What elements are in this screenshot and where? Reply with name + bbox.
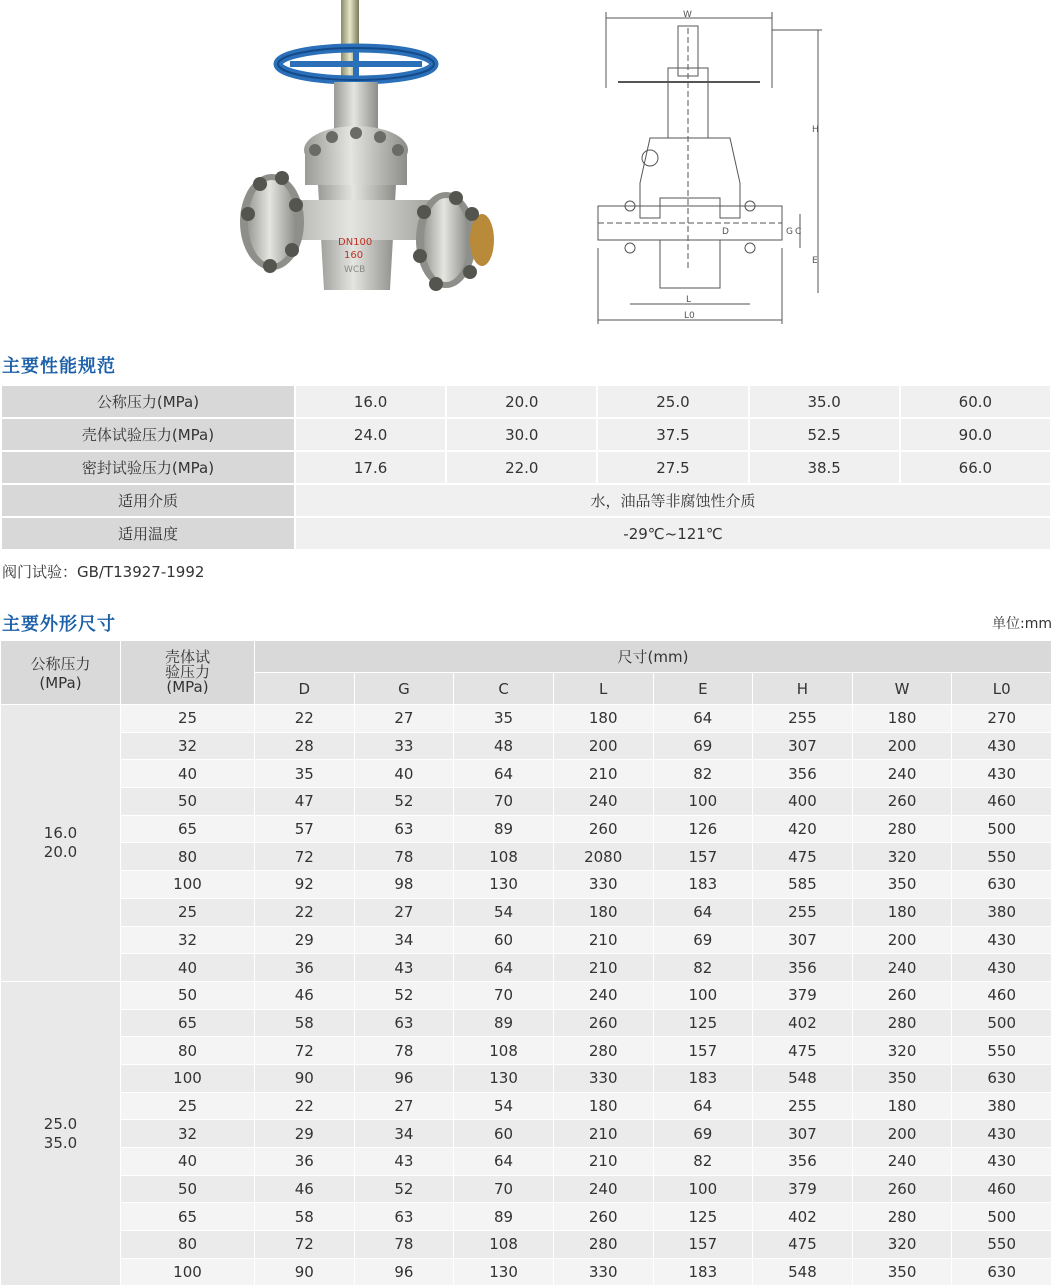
table-row bbox=[1, 1203, 1052, 1231]
dimension-cell: 63 bbox=[354, 815, 454, 843]
dimension-cell: 22 bbox=[255, 705, 355, 733]
dimension-cell: 430 bbox=[952, 926, 1052, 954]
table-row bbox=[1, 732, 1052, 760]
dimension-cell: 34 bbox=[354, 1120, 454, 1148]
dim-h-label: H bbox=[812, 125, 819, 135]
valve-marking-material: WCB bbox=[344, 265, 366, 275]
dimension-cell: 200 bbox=[852, 1120, 952, 1148]
dimension-cell: 130 bbox=[454, 1258, 554, 1286]
dimension-cell: 29 bbox=[255, 1120, 355, 1148]
medium-value: 水，油品等非腐蚀性介质 bbox=[295, 484, 1051, 517]
dimension-cell: 240 bbox=[852, 760, 952, 788]
header-col-l: L bbox=[553, 673, 653, 705]
dimension-cell: 210 bbox=[553, 954, 653, 982]
pressure-group-25-35: 25.0 35.0 bbox=[1, 981, 121, 1286]
dimension-cell: 255 bbox=[753, 705, 853, 733]
dimension-cell: 260 bbox=[553, 1009, 653, 1037]
header-nominal-pressure: 公称压力 (MPa) bbox=[1, 641, 121, 705]
dimension-cell: 92 bbox=[255, 871, 355, 899]
dimension-cell: 475 bbox=[753, 1231, 853, 1259]
dimension-cell: 69 bbox=[653, 1120, 753, 1148]
dimension-cell: 47 bbox=[255, 788, 355, 816]
dimension-cell: 100 bbox=[653, 1175, 753, 1203]
dimension-cell: 240 bbox=[852, 1148, 952, 1176]
dimension-cell: 260 bbox=[852, 788, 952, 816]
table-row bbox=[1, 981, 1052, 1009]
valve-test-standard: 阀门试验：GB/T13927-1992 bbox=[2, 563, 205, 581]
dimension-cell: 350 bbox=[852, 1258, 952, 1286]
shell-pressure-cell: 40 bbox=[121, 1148, 255, 1176]
dimension-cell: 280 bbox=[852, 815, 952, 843]
dimension-cell: 89 bbox=[454, 1203, 554, 1231]
medium-label: 适用介质 bbox=[1, 484, 295, 517]
performance-table bbox=[0, 384, 1052, 551]
dimension-cell: 240 bbox=[852, 954, 952, 982]
dimension-cell: 240 bbox=[553, 1175, 653, 1203]
performance-value: 38.5 bbox=[749, 451, 900, 484]
dimension-cell: 64 bbox=[653, 1092, 753, 1120]
dimension-cell: 78 bbox=[354, 1231, 454, 1259]
dimension-cell: 27 bbox=[354, 705, 454, 733]
dimension-cell: 69 bbox=[653, 926, 753, 954]
dimension-cell: 46 bbox=[255, 1175, 355, 1203]
dimension-cell: 320 bbox=[852, 1231, 952, 1259]
dimension-cell: 48 bbox=[454, 732, 554, 760]
dimension-cell: 260 bbox=[852, 1175, 952, 1203]
table-row bbox=[1, 871, 1052, 899]
dimension-cell: 180 bbox=[553, 705, 653, 733]
dimension-cell: 89 bbox=[454, 1009, 554, 1037]
dimension-cell: 430 bbox=[952, 760, 1052, 788]
dimension-cell: 356 bbox=[753, 954, 853, 982]
header-col-e: E bbox=[653, 673, 753, 705]
performance-value: 35.0 bbox=[749, 385, 900, 418]
dimension-cell: 630 bbox=[952, 1258, 1052, 1286]
dimension-cell: 330 bbox=[553, 871, 653, 899]
dim-d-label: D bbox=[722, 227, 729, 237]
dimension-cell: 52 bbox=[354, 1175, 454, 1203]
dim-e-label: E bbox=[812, 256, 818, 266]
dimension-cell: 28 bbox=[255, 732, 355, 760]
dimension-cell: 125 bbox=[653, 1203, 753, 1231]
performance-value: 30.0 bbox=[446, 418, 597, 451]
performance-row-label: 密封试验压力(MPa) bbox=[1, 451, 295, 484]
table-row bbox=[1, 926, 1052, 954]
dimension-cell: 280 bbox=[852, 1203, 952, 1231]
shell-pressure-cell: 25 bbox=[121, 1092, 255, 1120]
dimension-cell: 548 bbox=[753, 1064, 853, 1092]
shell-pressure-cell: 25 bbox=[121, 898, 255, 926]
dimension-cell: 356 bbox=[753, 1148, 853, 1176]
dim-l-label: L bbox=[686, 295, 692, 305]
dimension-cell: 330 bbox=[553, 1064, 653, 1092]
table-row bbox=[1, 1231, 1052, 1259]
performance-row-medium bbox=[1, 484, 1051, 517]
dimension-cell: 100 bbox=[653, 981, 753, 1009]
dimension-cell: 180 bbox=[553, 1092, 653, 1120]
dimension-cell: 200 bbox=[852, 732, 952, 760]
dimension-cell: 64 bbox=[454, 954, 554, 982]
header-col-h: H bbox=[753, 673, 853, 705]
dimension-cell: 64 bbox=[454, 1148, 554, 1176]
dimension-cell: 550 bbox=[952, 1037, 1052, 1065]
pressure-group-16-20: 16.0 20.0 bbox=[1, 705, 121, 982]
dimension-cell: 157 bbox=[653, 1231, 753, 1259]
dimension-cell: 180 bbox=[553, 898, 653, 926]
dimension-cell: 33 bbox=[354, 732, 454, 760]
dimension-cell: 82 bbox=[653, 954, 753, 982]
dimension-cell: 430 bbox=[952, 1120, 1052, 1148]
dimension-cell: 35 bbox=[255, 760, 355, 788]
table-row bbox=[1, 1148, 1052, 1176]
dimension-cell: 180 bbox=[852, 1092, 952, 1120]
performance-value: 17.6 bbox=[295, 451, 446, 484]
dimension-cell: 40 bbox=[354, 760, 454, 788]
dimension-cell: 64 bbox=[454, 760, 554, 788]
dimension-cell: 57 bbox=[255, 815, 355, 843]
shell-pressure-cell: 32 bbox=[121, 732, 255, 760]
dimension-cell: 280 bbox=[852, 1009, 952, 1037]
dimension-cell: 130 bbox=[454, 1064, 554, 1092]
dimension-cell: 157 bbox=[653, 843, 753, 871]
dimension-cell: 82 bbox=[653, 760, 753, 788]
dimension-cell: 430 bbox=[952, 954, 1052, 982]
performance-value: 22.0 bbox=[446, 451, 597, 484]
dimension-cell: 307 bbox=[753, 732, 853, 760]
performance-value: 90.0 bbox=[900, 418, 1051, 451]
dimensions-table bbox=[0, 640, 1052, 1286]
dimension-cell: 98 bbox=[354, 871, 454, 899]
valve-photo bbox=[220, 0, 500, 305]
dimension-cell: 260 bbox=[852, 981, 952, 1009]
shell-pressure-cell: 50 bbox=[121, 1175, 255, 1203]
performance-value: 52.5 bbox=[749, 418, 900, 451]
dimension-cell: 183 bbox=[653, 871, 753, 899]
shell-pressure-cell: 80 bbox=[121, 1037, 255, 1065]
dimension-cell: 380 bbox=[952, 898, 1052, 926]
dimension-cell: 96 bbox=[354, 1258, 454, 1286]
dimension-cell: 69 bbox=[653, 732, 753, 760]
dimension-cell: 500 bbox=[952, 1009, 1052, 1037]
dimension-cell: 550 bbox=[952, 843, 1052, 871]
dimension-cell: 402 bbox=[753, 1203, 853, 1231]
dimension-cell: 255 bbox=[753, 898, 853, 926]
dimension-cell: 64 bbox=[653, 705, 753, 733]
table-row bbox=[1, 1120, 1052, 1148]
dimension-cell: 70 bbox=[454, 981, 554, 1009]
valve-marking-dn: DN100 bbox=[338, 237, 373, 248]
dimension-cell: 420 bbox=[753, 815, 853, 843]
dimension-cell: 550 bbox=[952, 1231, 1052, 1259]
table-row bbox=[1, 1037, 1052, 1065]
dimension-cell: 460 bbox=[952, 788, 1052, 816]
dimension-cell: 35 bbox=[454, 705, 554, 733]
header-col-w: W bbox=[852, 673, 952, 705]
dimension-cell: 100 bbox=[653, 788, 753, 816]
dimensions-title: 主要外形尺寸 bbox=[2, 614, 116, 635]
performance-row bbox=[1, 451, 1051, 484]
dimension-cell: 22 bbox=[255, 1092, 355, 1120]
shell-pressure-cell: 80 bbox=[121, 1231, 255, 1259]
shell-pressure-cell: 50 bbox=[121, 981, 255, 1009]
dimension-cell: 240 bbox=[553, 788, 653, 816]
header-size: 尺寸(mm) bbox=[255, 641, 1052, 673]
dimension-cell: 54 bbox=[454, 1092, 554, 1120]
table-row bbox=[1, 898, 1052, 926]
dimension-cell: 255 bbox=[753, 1092, 853, 1120]
dimension-cell: 63 bbox=[354, 1203, 454, 1231]
dimension-cell: 379 bbox=[753, 1175, 853, 1203]
performance-value: 25.0 bbox=[597, 385, 748, 418]
dimension-cell: 60 bbox=[454, 926, 554, 954]
table-row bbox=[1, 1092, 1052, 1120]
table-row bbox=[1, 954, 1052, 982]
shell-pressure-cell: 25 bbox=[121, 705, 255, 733]
table-row bbox=[1, 1258, 1052, 1286]
dimension-cell: 210 bbox=[553, 760, 653, 788]
dimension-cell: 60 bbox=[454, 1120, 554, 1148]
dimension-cell: 70 bbox=[454, 1175, 554, 1203]
dimension-cell: 350 bbox=[852, 871, 952, 899]
table-row bbox=[1, 815, 1052, 843]
dimension-cell: 36 bbox=[255, 1148, 355, 1176]
table-row bbox=[1, 705, 1052, 733]
table-row bbox=[1, 788, 1052, 816]
dimension-cell: 126 bbox=[653, 815, 753, 843]
dimension-cell: 210 bbox=[553, 926, 653, 954]
shell-pressure-cell: 40 bbox=[121, 954, 255, 982]
table-row bbox=[1, 1175, 1052, 1203]
dimension-cell: 157 bbox=[653, 1037, 753, 1065]
dimension-cell: 64 bbox=[653, 898, 753, 926]
table-row bbox=[1, 1009, 1052, 1037]
dimension-cell: 72 bbox=[255, 1037, 355, 1065]
dimension-cell: 89 bbox=[454, 815, 554, 843]
dimension-cell: 78 bbox=[354, 843, 454, 871]
header-col-l0: L0 bbox=[952, 673, 1052, 705]
dimension-cell: 72 bbox=[255, 1231, 355, 1259]
dimension-cell: 180 bbox=[852, 705, 952, 733]
performance-row bbox=[1, 418, 1051, 451]
dimension-cell: 34 bbox=[354, 926, 454, 954]
dimension-cell: 183 bbox=[653, 1258, 753, 1286]
dimension-cell: 379 bbox=[753, 981, 853, 1009]
performance-value: 27.5 bbox=[597, 451, 748, 484]
dimension-cell: 350 bbox=[852, 1064, 952, 1092]
dimension-cell: 240 bbox=[553, 981, 653, 1009]
temperature-label: 适用温度 bbox=[1, 517, 295, 550]
performance-row bbox=[1, 385, 1051, 418]
dim-c-label: C bbox=[795, 227, 802, 237]
dimension-cell: 402 bbox=[753, 1009, 853, 1037]
dimension-cell: 320 bbox=[852, 1037, 952, 1065]
performance-row-label: 壳体试验压力(MPa) bbox=[1, 418, 295, 451]
dimension-cell: 96 bbox=[354, 1064, 454, 1092]
performance-row-temperature bbox=[1, 517, 1051, 550]
dimension-cell: 54 bbox=[454, 898, 554, 926]
shell-pressure-cell: 50 bbox=[121, 788, 255, 816]
dimension-cell: 22 bbox=[255, 898, 355, 926]
dimension-cell: 58 bbox=[255, 1203, 355, 1231]
dim-g-label: G bbox=[786, 227, 793, 237]
dimension-cell: 430 bbox=[952, 732, 1052, 760]
dimension-cell: 307 bbox=[753, 926, 853, 954]
dimension-cell: 183 bbox=[653, 1064, 753, 1092]
dimension-cell: 52 bbox=[354, 788, 454, 816]
performance-value: 24.0 bbox=[295, 418, 446, 451]
dimension-cell: 548 bbox=[753, 1258, 853, 1286]
performance-row-label: 公称压力(MPa) bbox=[1, 385, 295, 418]
dimension-cell: 82 bbox=[653, 1148, 753, 1176]
dimension-cell: 460 bbox=[952, 981, 1052, 1009]
dimension-cell: 27 bbox=[354, 1092, 454, 1120]
dimension-cell: 180 bbox=[852, 898, 952, 926]
dimension-cell: 90 bbox=[255, 1064, 355, 1092]
dimension-cell: 130 bbox=[454, 871, 554, 899]
dimension-cell: 500 bbox=[952, 1203, 1052, 1231]
shell-pressure-cell: 100 bbox=[121, 871, 255, 899]
shell-pressure-cell: 65 bbox=[121, 815, 255, 843]
dimension-cell: 200 bbox=[852, 926, 952, 954]
dimension-cell: 280 bbox=[553, 1231, 653, 1259]
shell-pressure-cell: 65 bbox=[121, 1203, 255, 1231]
dimension-cell: 29 bbox=[255, 926, 355, 954]
dimension-cell: 320 bbox=[852, 843, 952, 871]
shell-pressure-cell: 100 bbox=[121, 1064, 255, 1092]
shell-pressure-cell: 100 bbox=[121, 1258, 255, 1286]
performance-value: 37.5 bbox=[597, 418, 748, 451]
table-row bbox=[1, 760, 1052, 788]
dimension-cell: 78 bbox=[354, 1037, 454, 1065]
dimension-cell: 108 bbox=[454, 1037, 554, 1065]
header-col-c: C bbox=[454, 673, 554, 705]
dimension-cell: 280 bbox=[553, 1037, 653, 1065]
dimension-cell: 70 bbox=[454, 788, 554, 816]
dim-l0-label: L0 bbox=[684, 311, 695, 321]
shell-pressure-cell: 40 bbox=[121, 760, 255, 788]
performance-value: 66.0 bbox=[900, 451, 1051, 484]
performance-value: 20.0 bbox=[446, 385, 597, 418]
dimension-cell: 270 bbox=[952, 705, 1052, 733]
dimension-cell: 27 bbox=[354, 898, 454, 926]
performance-value: 60.0 bbox=[900, 385, 1051, 418]
valve-drawing bbox=[590, 8, 830, 326]
dimension-cell: 2080 bbox=[553, 843, 653, 871]
dimension-cell: 475 bbox=[753, 1037, 853, 1065]
dimension-cell: 460 bbox=[952, 1175, 1052, 1203]
dimension-cell: 63 bbox=[354, 1009, 454, 1037]
dimension-cell: 36 bbox=[255, 954, 355, 982]
table-row bbox=[1, 843, 1052, 871]
dimension-cell: 260 bbox=[553, 815, 653, 843]
valve-marking-pressure: 160 bbox=[344, 250, 364, 261]
dimension-cell: 210 bbox=[553, 1148, 653, 1176]
dimension-cell: 46 bbox=[255, 981, 355, 1009]
dimensions-header-row bbox=[1, 641, 1052, 673]
dimension-cell: 72 bbox=[255, 843, 355, 871]
shell-pressure-cell: 32 bbox=[121, 926, 255, 954]
header-shell-test-pressure: 壳体试 验压力 (MPa) bbox=[121, 641, 255, 705]
dimension-cell: 260 bbox=[553, 1203, 653, 1231]
dimension-cell: 43 bbox=[354, 1148, 454, 1176]
dimension-cell: 125 bbox=[653, 1009, 753, 1037]
shell-pressure-cell: 80 bbox=[121, 843, 255, 871]
dimension-cell: 307 bbox=[753, 1120, 853, 1148]
dimension-cell: 585 bbox=[753, 871, 853, 899]
dimension-cell: 52 bbox=[354, 981, 454, 1009]
dimension-cell: 108 bbox=[454, 843, 554, 871]
header-col-g: G bbox=[354, 673, 454, 705]
dimension-cell: 356 bbox=[753, 760, 853, 788]
unit-note: 单位:mm bbox=[992, 616, 1052, 632]
dimension-cell: 43 bbox=[354, 954, 454, 982]
dimension-cell: 630 bbox=[952, 1064, 1052, 1092]
dim-w-label: W bbox=[683, 10, 692, 20]
performance-value: 16.0 bbox=[295, 385, 446, 418]
header-col-d: D bbox=[255, 673, 355, 705]
dimension-cell: 475 bbox=[753, 843, 853, 871]
dimension-cell: 90 bbox=[255, 1258, 355, 1286]
dimension-cell: 380 bbox=[952, 1092, 1052, 1120]
dimension-cell: 330 bbox=[553, 1258, 653, 1286]
dimension-cell: 108 bbox=[454, 1231, 554, 1259]
temperature-value: -29℃~121℃ bbox=[295, 517, 1051, 550]
dimension-cell: 630 bbox=[952, 871, 1052, 899]
shell-pressure-cell: 32 bbox=[121, 1120, 255, 1148]
table-row bbox=[1, 1064, 1052, 1092]
dimension-cell: 210 bbox=[553, 1120, 653, 1148]
dimension-cell: 200 bbox=[553, 732, 653, 760]
shell-pressure-cell: 65 bbox=[121, 1009, 255, 1037]
performance-title: 主要性能规范 bbox=[2, 356, 116, 377]
dimension-cell: 58 bbox=[255, 1009, 355, 1037]
dimension-cell: 400 bbox=[753, 788, 853, 816]
dimension-cell: 430 bbox=[952, 1148, 1052, 1176]
dimension-cell: 500 bbox=[952, 815, 1052, 843]
